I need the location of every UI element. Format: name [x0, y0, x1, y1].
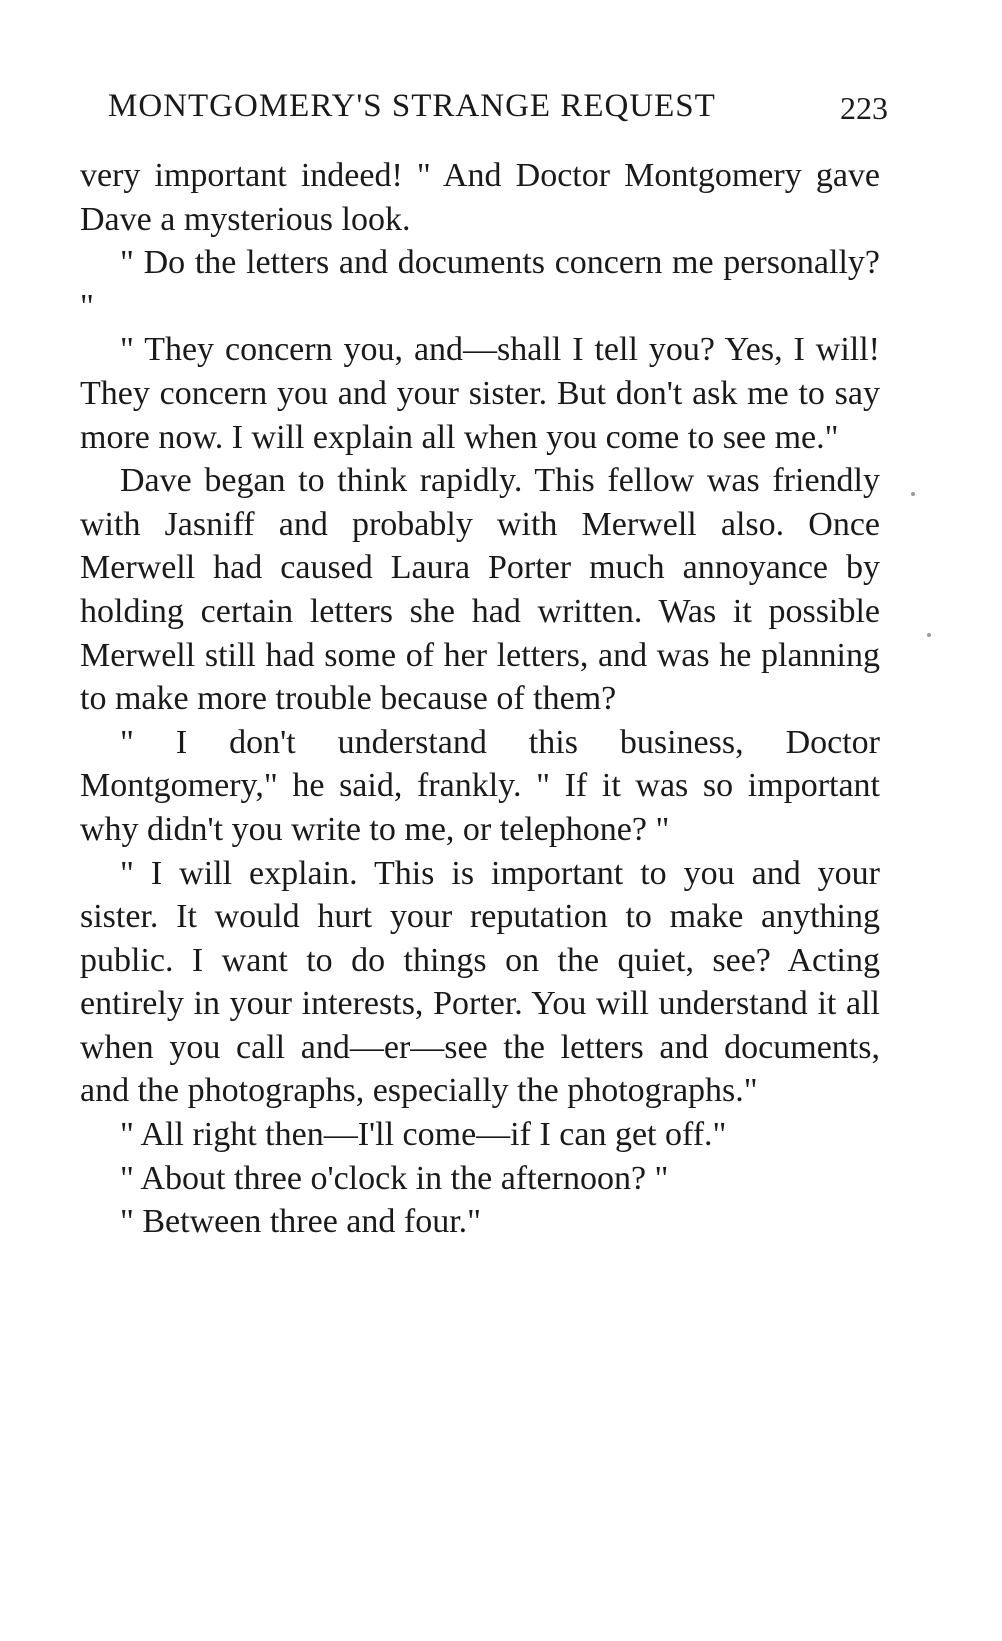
page-number: 223	[840, 90, 888, 126]
running-header	[108, 88, 888, 138]
body-text	[80, 154, 880, 1244]
paragraph: " Between three and four."	[120, 1203, 482, 1241]
scan-speck	[911, 492, 915, 496]
paragraph: " I don't understand this business, Doctor Montgomery," he said, frankly. " If it was so important why didn't you write to me, or telephone? "	[80, 723, 880, 848]
paragraph-continuation: very important indeed! " And Doctor Montgomery gave Dave a mysterious look.	[80, 157, 880, 238]
paragraph: " All right then—I'll come—if I can get off."	[120, 1116, 727, 1154]
paragraph: " They concern you, and—shall I tell you? Yes, I will! They concern you and your sister. But don't ask me to say more now. I will explain all when you come to see me."	[80, 331, 880, 456]
paragraph: " Do the letters and documents concern me personally? "	[80, 244, 880, 325]
paragraph: " I will explain. This is important to you and your sister. It would hurt your reputation to make anything public. I want to do things on the quiet, see? Acting entirely in your interests, Porter. You will understand it all when you call and—er—see the letters and documents, and the photographs, especially the photographs."	[80, 854, 880, 1110]
chapter-title: MONTGOMERY'S STRANGE REQUEST	[108, 88, 716, 124]
paragraph: Dave began to think rapidly. This fellow was friendly with Jasniff and probably with Merwell also. Once Merwell had caused Laura Porter much annoyance by holding certain letters she had written. Was it possible Merwell still had some of her letters, and was he planning to make more trouble because of them?	[80, 462, 880, 718]
paragraph: " About three o'clock in the afternoon? "	[120, 1159, 669, 1197]
scan-speck	[927, 633, 931, 637]
